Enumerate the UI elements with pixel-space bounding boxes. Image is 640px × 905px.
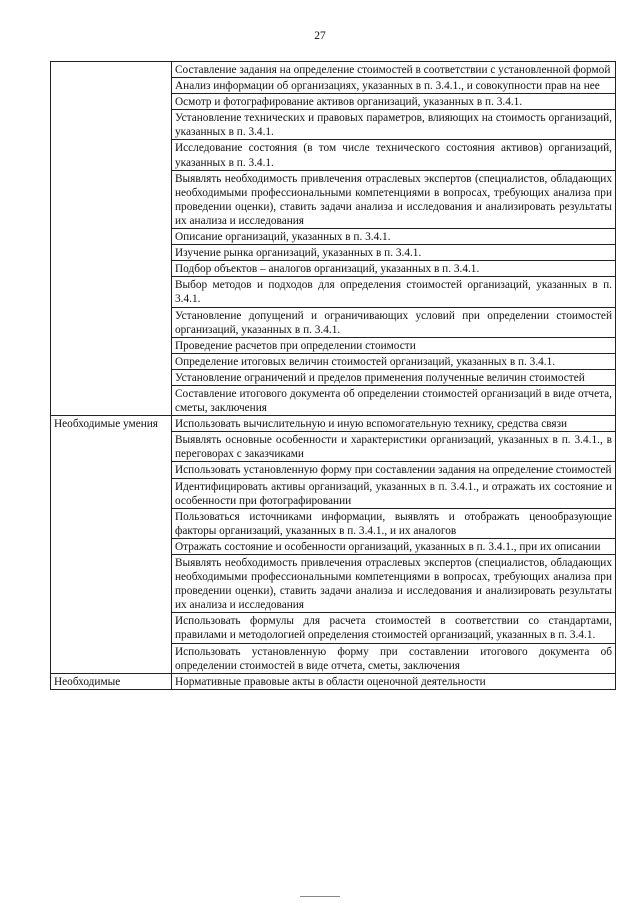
requirement-cell: Выбор методов и подходов для определения стоимостей организаций, указанных в п. 3.4.1.: [172, 277, 616, 307]
section-label-cell: [51, 245, 172, 261]
requirement-cell: Установление ограничений и пределов применения полученные величин стоимостей: [172, 369, 616, 385]
section-label-cell: [51, 277, 172, 307]
table-row: [51, 277, 616, 307]
table-row: [51, 385, 616, 415]
requirement-cell: Выявлять основные особенности и характеристики организаций, указанных в п. 3.4.1., в переговорах с заказчиками: [172, 432, 616, 462]
table-row: [51, 78, 616, 94]
section-label-cell: [51, 78, 172, 94]
table-row: [51, 432, 616, 462]
requirement-cell: Установление допущений и ограничивающих условий при определении стоимостей организаций, указанных в п. 3.4.1.: [172, 307, 616, 337]
section-label-cell: [51, 369, 172, 385]
section-label-cell: [51, 538, 172, 554]
section-label-cell: [51, 94, 172, 110]
requirement-cell: Идентифицировать активы организаций, указанных в п. 3.4.1., и отражать их состояние и особенности при фотографировании: [172, 478, 616, 508]
section-label-cell: [51, 229, 172, 245]
section-label-cell: [51, 353, 172, 369]
requirement-cell: Описание организаций, указанных в п. 3.4.1.: [172, 229, 616, 245]
table-row: [51, 261, 616, 277]
section-label-cell: [51, 170, 172, 228]
page-bottom-edge: [0, 893, 640, 905]
page-number: 27: [314, 30, 326, 42]
requirement-cell: Исследование состояния (в том числе технического состояния активов) организаций, указанных в п. 3.4.1.: [172, 140, 616, 170]
requirement-cell: Использовать вычислительную и иную вспомогательную технику, средства связи: [172, 416, 616, 432]
requirement-cell: Использовать установленную форму при составлении задания на определение стоимостей: [172, 462, 616, 478]
section-label-cell: [51, 62, 172, 78]
requirement-cell: Использовать установленную форму при составлении итогового документа об определении стоимостей в виде отчета, сметы, заключения: [172, 643, 616, 673]
requirement-cell: Определение итоговых величин стоимостей организаций, указанных в п. 3.4.1.: [172, 353, 616, 369]
requirement-cell: Отражать состояние и особенности организаций, указанных в п. 3.4.1., при их описании: [172, 538, 616, 554]
requirement-cell: Подбор объектов – аналогов организаций, указанных в п. 3.4.1.: [172, 261, 616, 277]
section-label-cell: [51, 261, 172, 277]
section-label-cell: [51, 478, 172, 508]
requirement-cell: Составление задания на определение стоимостей в соответствии с установленной формой: [172, 62, 616, 78]
section-label-cell: [51, 462, 172, 478]
requirement-cell: Осмотр и фотографирование активов организаций, указанных в п. 3.4.1.: [172, 94, 616, 110]
section-label-cell: [51, 140, 172, 170]
section-label-cell: Необходимые: [51, 673, 172, 689]
section-label-cell: [51, 307, 172, 337]
table-row: [51, 245, 616, 261]
requirement-cell: Изучение рынка организаций, указанных в п. 3.4.1.: [172, 245, 616, 261]
table-row: [51, 337, 616, 353]
table-row: [51, 508, 616, 538]
requirement-cell: Нормативные правовые акты в области оценочной деятельности: [172, 673, 616, 689]
section-label-cell: [51, 555, 172, 613]
requirement-cell: Анализ информации об организациях, указанных в п. 3.4.1., и совокупности прав на нее: [172, 78, 616, 94]
section-label-cell: Необходимые умения: [51, 416, 172, 432]
competency-table-body: [51, 62, 616, 690]
table-row: [51, 229, 616, 245]
table-row: [51, 353, 616, 369]
requirement-cell: Проведение расчетов при определении стоимости: [172, 337, 616, 353]
requirement-cell: Пользоваться источниками информации, выявлять и отображать ценообразующие факторы организаций, указанных в п. 3.4.1., и их аналогов: [172, 508, 616, 538]
table-row: [51, 643, 616, 673]
section-label-cell: [51, 643, 172, 673]
requirement-cell: Использовать формулы для расчета стоимостей в соответствии со стандартами, правилами и методологией определения стоимостей организаций, указанных в п. 3.4.1.: [172, 613, 616, 643]
table-row: [51, 416, 616, 432]
requirement-cell: Составление итогового документа об определении стоимостей организаций в виде отчета, сметы, заключения: [172, 385, 616, 415]
table-row: [51, 62, 616, 78]
table-row: [51, 369, 616, 385]
table-row: [51, 673, 616, 689]
table-row: [51, 94, 616, 110]
table-row: [51, 462, 616, 478]
requirement-cell: Установление технических и правовых параметров, влияющих на стоимость организаций, указанных в п. 3.4.1.: [172, 110, 616, 140]
section-label-cell: [51, 337, 172, 353]
section-label-cell: [51, 110, 172, 140]
section-label-cell: [51, 432, 172, 462]
table-row: [51, 307, 616, 337]
table-row: [51, 110, 616, 140]
table-row: [51, 555, 616, 613]
table-row: [51, 538, 616, 554]
table-row: [51, 478, 616, 508]
table-row: [51, 613, 616, 643]
section-label-cell: [51, 385, 172, 415]
competency-table: [50, 61, 616, 690]
section-label-cell: [51, 508, 172, 538]
table-row: [51, 140, 616, 170]
page-bottom-rule: [300, 896, 340, 897]
table-row: [51, 170, 616, 228]
requirement-cell: Выявлять необходимость привлечения отраслевых экспертов (специалистов, обладающих необходимыми профессиональными компетенциями в вопросах, требующих анализа при проведении оценки), ставить задачи анализа и исследования и анализировать результаты их анализа и исследования: [172, 555, 616, 613]
requirement-cell: Выявлять необходимость привлечения отраслевых экспертов (специалистов, обладающих необходимыми профессиональными компетенциями в вопросах, требующих анализа при проведении оценки), ставить задачи анализа и исследования и анализировать результаты их анализа и исследования: [172, 170, 616, 228]
section-label-cell: [51, 613, 172, 643]
